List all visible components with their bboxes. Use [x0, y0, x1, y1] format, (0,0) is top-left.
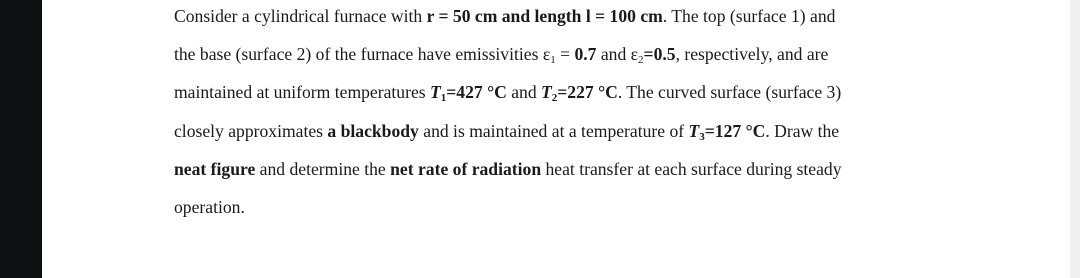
subscript: 1: [440, 92, 447, 105]
bold-phrase: net rate of radiation: [390, 158, 542, 179]
text-run: the base (surface 2) of the furnace have emissivities: [174, 44, 543, 65]
text-run: closely approximates: [174, 120, 328, 141]
text-run: and is maintained at a temperature of: [418, 120, 689, 141]
text-line-5: [174, 154, 1024, 192]
text-run: . The curved surface (surface 3): [617, 82, 842, 103]
subscript: 3: [699, 130, 705, 143]
text-run: , respectively, and are: [675, 44, 829, 65]
text-run: and determine the: [255, 158, 391, 179]
subscript: 2: [551, 92, 558, 105]
bold-value: =227 °C: [557, 82, 618, 103]
text-run: maintained at uniform temperatures: [174, 82, 430, 103]
text-run: . The top (surface 1) and: [662, 6, 836, 26]
bold-value: =427 °C: [446, 82, 507, 103]
text-line-1: [174, 1, 1024, 39]
right-light-margin: [1070, 0, 1080, 278]
left-dark-margin: [0, 0, 42, 278]
temperature-symbol: T: [541, 82, 552, 103]
temperature-symbol: T: [430, 82, 441, 103]
subscript: 2: [638, 54, 644, 67]
text-run: operation.: [174, 196, 245, 217]
text-run: =: [555, 44, 575, 65]
bold-phrase: neat figure: [174, 158, 256, 179]
epsilon-symbol: ε: [630, 44, 639, 65]
text-run: . Draw the: [765, 120, 840, 141]
bold-dimensions: r = 50 cm and length l = 100 cm: [426, 6, 663, 26]
subscript: 1: [550, 54, 556, 67]
text-line-4: [174, 116, 1024, 154]
bold-phrase: a blackbody: [327, 120, 419, 141]
epsilon-symbol: ε: [542, 44, 551, 65]
text-run: heat transfer at each surface during steady: [541, 158, 842, 179]
problem-statement: [174, 1, 1024, 230]
bold-value: 0.7: [574, 44, 597, 65]
text-line-6: [174, 192, 1024, 230]
temperature-symbol: T: [688, 120, 700, 141]
text-run: and: [506, 82, 542, 103]
text-run: and: [596, 44, 631, 65]
bold-value: =0.5: [643, 44, 676, 65]
bold-value: =127 °C: [704, 120, 766, 141]
text-line-2: [174, 39, 1024, 77]
text-line-3: [174, 77, 1024, 115]
text-run: Consider a cylindrical furnace with: [174, 6, 427, 26]
